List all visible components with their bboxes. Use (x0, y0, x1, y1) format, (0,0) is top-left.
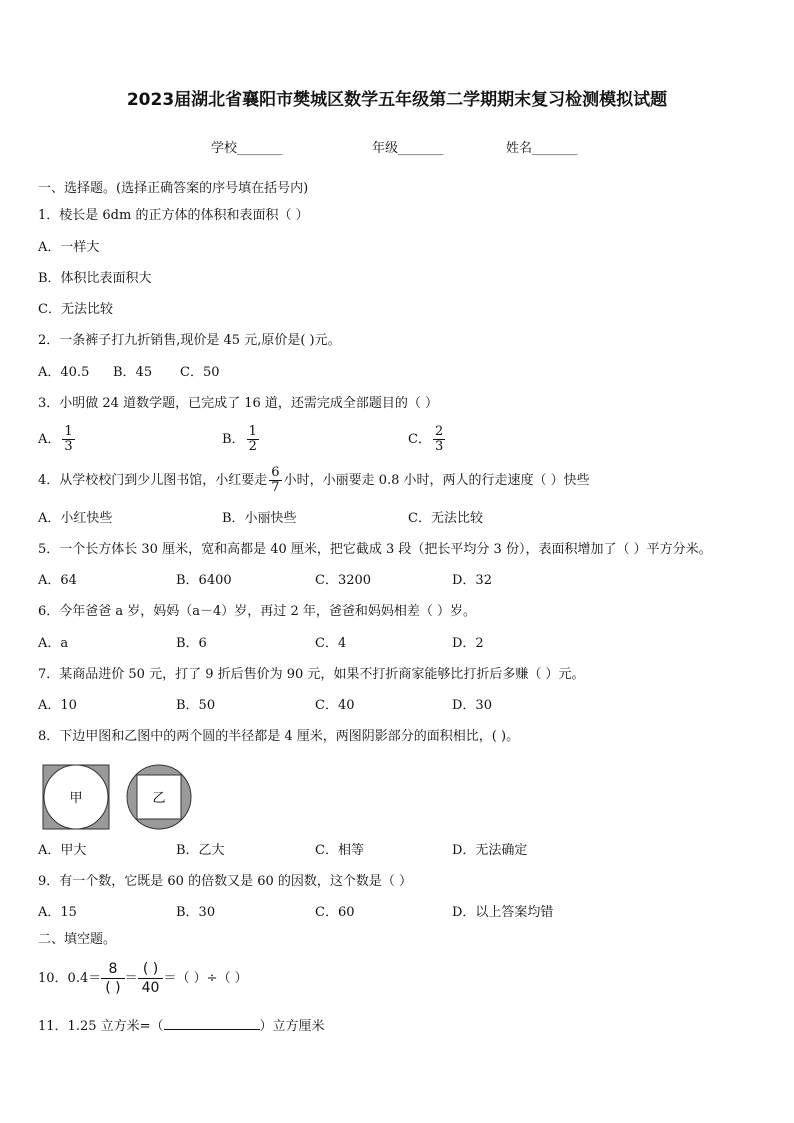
fraction-denominator: 3 (434, 439, 444, 454)
question-stem: 1．棱长是 6dm 的正方体的体积和表面积（ ） (38, 208, 309, 223)
option: D．30 (452, 698, 492, 713)
option (222, 423, 261, 457)
fraction-denominator: 7 (271, 480, 280, 495)
stem-text: 10．0.4＝ (38, 971, 102, 986)
option: B．小丽快些 (222, 511, 297, 526)
option: B．50 (176, 698, 216, 713)
fraction-numerator: 1 (64, 424, 73, 439)
option (38, 423, 77, 457)
option-label: B． (222, 432, 245, 447)
option: C．40 (315, 698, 355, 713)
answer-blank[interactable] (164, 1029, 260, 1030)
question-stem: 6．今年爸爸 a 岁，妈妈（a－4）岁，再过 2 年，爸爸和妈妈相差（ ）岁。 (38, 604, 476, 619)
option: D．2 (452, 636, 484, 651)
option: D．无法确定 (452, 843, 528, 858)
section-heading: 二、填空题。 (38, 932, 117, 947)
figure-label-jia: 甲 (69, 791, 83, 806)
stem-text: ＝ (124, 971, 138, 986)
fraction (247, 425, 259, 454)
option: B．6400 (176, 573, 232, 588)
option: B．乙大 (176, 843, 225, 858)
question-stem: 8．下边甲图和乙图中的两个圆的半径都是 4 厘米，两图阴影部分的面积相比，( )。 (38, 729, 520, 744)
option: B．30 (176, 905, 216, 920)
stem-text: ＝（ ）÷（ ） (163, 971, 248, 986)
option: A．10 (38, 698, 77, 713)
grade-field: 年级_______ (372, 141, 444, 156)
option: A．40.5 (38, 365, 90, 380)
fraction-denominator: 40 (138, 978, 164, 997)
stem-text: 小时，小丽要走 0.8 小时，两人的行走速度（ ）快些 (283, 473, 590, 488)
option-label: A． (38, 432, 61, 447)
option: C．相等 (315, 843, 364, 858)
figure-yi (127, 765, 191, 829)
fraction-denominator: 2 (248, 439, 257, 454)
option: B．45 (113, 365, 153, 380)
question-stem: 3．小明做 24 道数学题，已完成了 16 道，还需完成全部题目的（ ） (38, 396, 439, 411)
option: C．无法比较 (408, 511, 483, 526)
fraction-numerator: 6 (271, 465, 280, 480)
option: A．a (38, 636, 69, 651)
circle-figures (42, 762, 197, 832)
section-heading: 一、选择题。(选择正确答案的序号填在括号内) (38, 181, 309, 196)
option: A．一样大 (38, 240, 100, 255)
fraction-denominator: 3 (64, 439, 73, 454)
figure-label-yi: 乙 (152, 791, 166, 806)
stem-text: ）立方厘米 (259, 1019, 325, 1034)
fraction-numerator: ( ) (142, 961, 159, 977)
fraction (138, 960, 164, 997)
fraction (62, 425, 74, 454)
fraction-numerator: 1 (248, 424, 257, 439)
fraction-denominator: ( ) (101, 978, 124, 997)
question-stem: 2．一条裤子打九折销售,现价是 45 元,原价是( )元。 (38, 333, 341, 348)
fraction-numerator: 2 (434, 424, 444, 439)
figure-jia (43, 765, 109, 829)
fraction (433, 425, 445, 454)
fraction (101, 960, 124, 997)
option: C．60 (315, 905, 355, 920)
option: C．50 (180, 365, 220, 380)
option: A．15 (38, 905, 77, 920)
question-stem: 9．有一个数，它既是 60 的倍数又是 60 的因数，这个数是（ ） (38, 874, 413, 889)
fraction-numerator: 8 (108, 961, 118, 977)
question-stem (38, 957, 248, 1001)
option: A．小红快些 (38, 511, 113, 526)
stem-text: 11．1.25 立方米=（ (38, 1019, 164, 1034)
question-stem (38, 1019, 325, 1035)
option: D．以上答案均错 (452, 905, 554, 920)
fraction (269, 466, 281, 495)
option: B．体积比表面积大 (38, 271, 152, 286)
option: C．3200 (315, 573, 372, 588)
name-field: 姓名_______ (506, 141, 578, 156)
option: B．6 (176, 636, 207, 651)
page-title: 2023届湖北省襄阳市樊城区数学五年级第二学期期末复习检测模拟试题 (126, 90, 668, 110)
option: A．甲大 (38, 843, 87, 858)
question-stem: 5．一个长方体长 30 厘米，宽和高都是 40 厘米，把它截成 3 段（把长平均分 3 份），表面积增加了（ ）平方分米。 (38, 542, 712, 557)
school-field: 学校_______ (211, 141, 283, 156)
question-stem: 7．某商品进价 50 元，打了 9 折后售价为 90 元，如果不打折商家能够比打折后多赚（ ）元。 (38, 667, 585, 682)
option: C．无法比较 (38, 302, 113, 317)
option (408, 423, 447, 457)
stem-text: 4．从学校校门到少儿图书馆，小红要走 (38, 473, 268, 488)
option-label: C． (408, 432, 431, 447)
option: A．64 (38, 573, 77, 588)
question-stem (38, 464, 590, 498)
option: C．4 (315, 636, 347, 651)
option: D．32 (452, 573, 492, 588)
